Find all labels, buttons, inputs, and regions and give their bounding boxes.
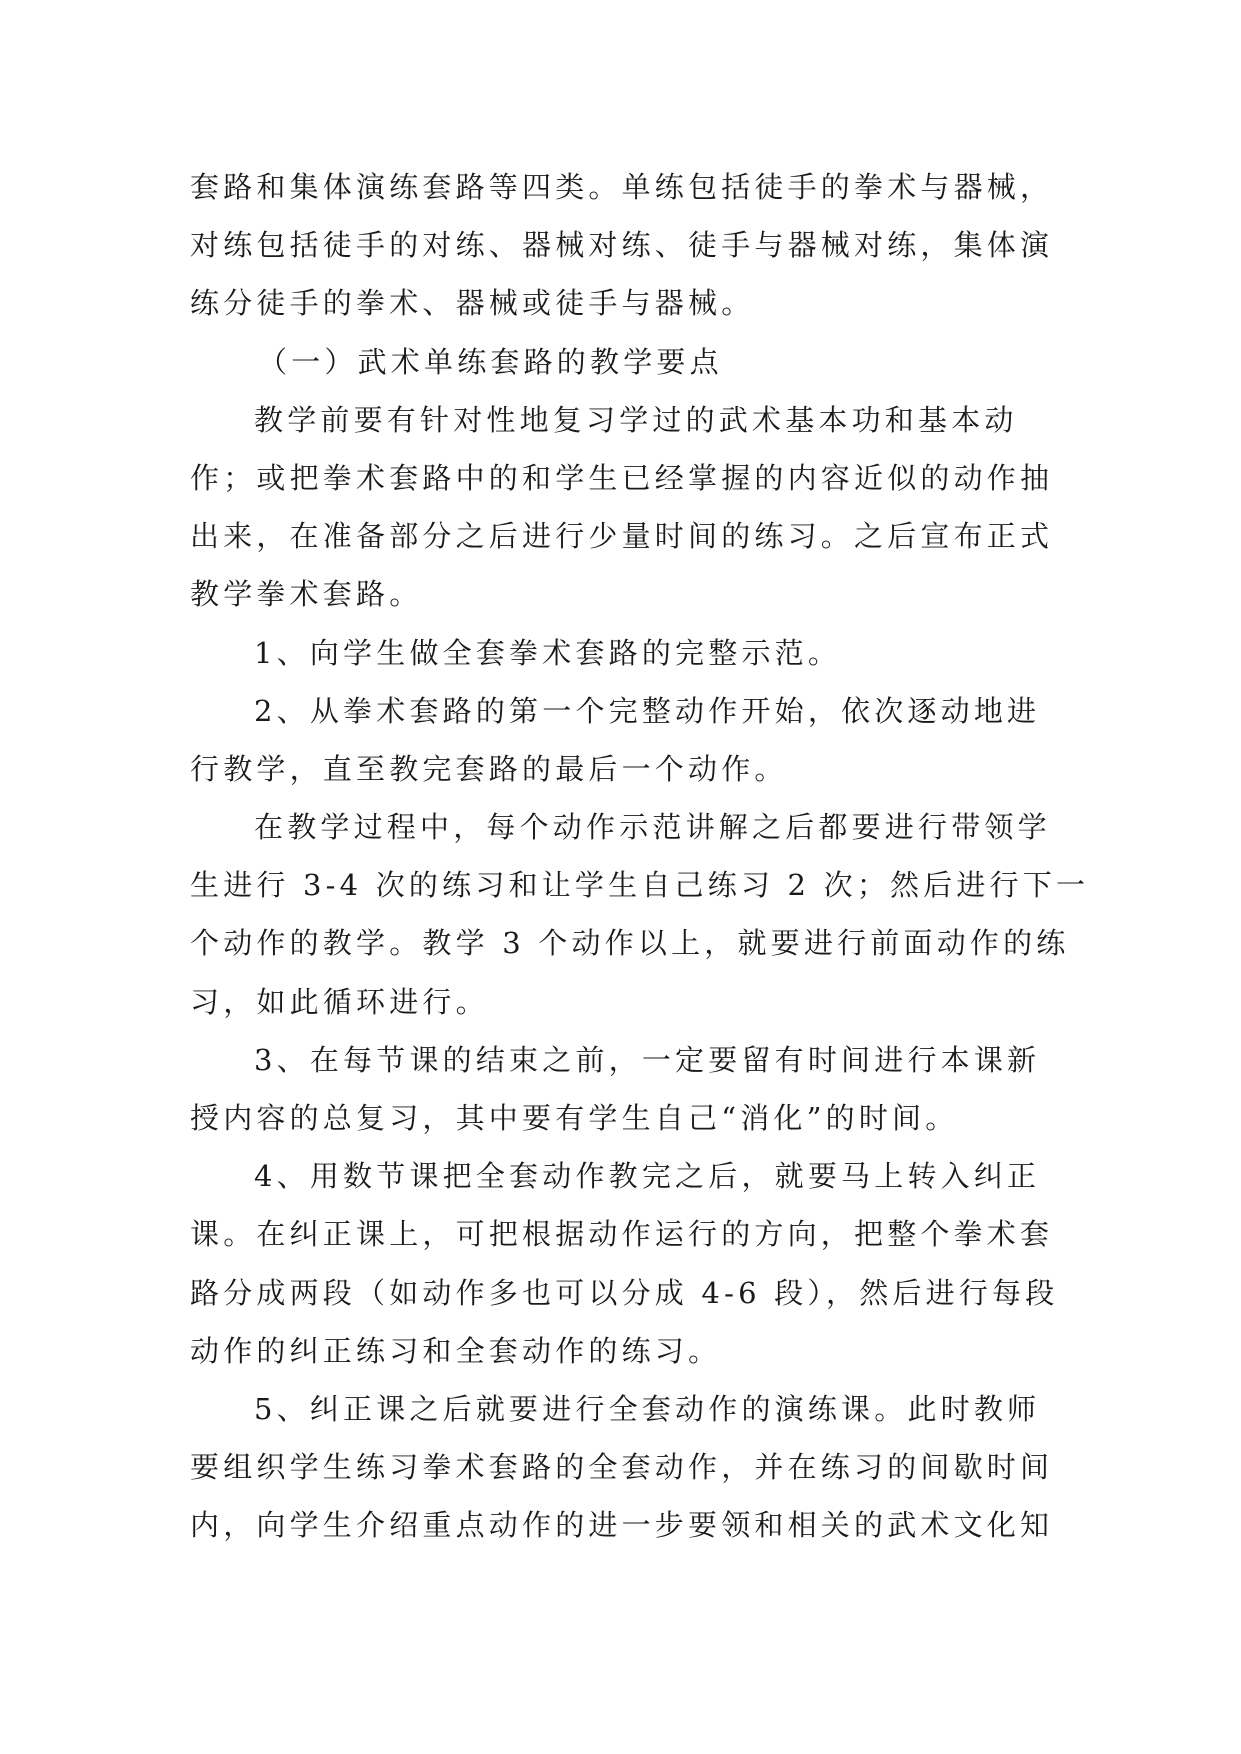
list-item: 4、用数节课把全套动作教完之后，就要马上转入纠正 [254,1159,1041,1194]
text-line: 练分徒手的拳术、器械或徒手与器械。 [190,286,755,321]
list-item: 2、从拳术套路的第一个完整动作开始，依次逐动地进 [254,693,1041,728]
text-line: 内，向学生介绍重点动作的进一步要领和相关的武术文化知 [190,1508,1054,1543]
section-heading: （一）武术单练套路的教学要点 [258,344,723,379]
text-line: 教学拳术套路。 [190,577,423,612]
text-line: 授内容的总复习，其中要有学生自己“消化”的时间。 [190,1101,959,1135]
text-line: 作；或把拳术套路中的和学生已经掌握的内容近似的动作抽 [190,460,1054,495]
list-item: 1、向学生做全套拳术套路的完整示范。 [254,635,842,670]
text-line: 对练包括徒手的对练、器械对练、徒手与器械对练，集体演 [190,228,1054,263]
text-line: 在教学过程中，每个动作示范讲解之后都要进行带领学 [254,810,1051,845]
text-line: 路分成两段（如动作多也可以分成 4-6 段），然后进行每段 [190,1275,1059,1310]
text-line: 个动作的教学。教学 3 个动作以上，就要进行前面动作的练 [190,926,1070,961]
text-line: 出来，在准备部分之后进行少量时间的练习。之后宣布正式 [190,519,1054,554]
text-line: 习，如此循环进行。 [190,984,489,1019]
text-line: 教学前要有针对性地复习学过的武术基本功和基本动 [254,402,1018,437]
list-item: 5、纠正课之后就要进行全套动作的演练课。此时教师 [254,1391,1041,1426]
text-line: 套路和集体演练套路等四类。单练包括徒手的拳术与器械， [190,170,1054,204]
list-item: 3、在每节课的结束之前，一定要留有时间进行本课新 [254,1042,1041,1077]
text-line: 动作的纠正练习和全套动作的练习。 [190,1333,722,1368]
body-text [190,158,1090,1555]
text-line: 行教学，直至教完套路的最后一个动作。 [190,751,788,786]
text-line: 要组织学生练习拳术套路的全套动作，并在练习的间歇时间 [190,1450,1054,1485]
text-line: 课。在纠正课上，可把根据动作运行的方向，把整个拳术套 [190,1217,1054,1252]
text-line: 生进行 3-4 次的练习和让学生自己练习 2 次；然后进行下一 [190,868,1090,903]
